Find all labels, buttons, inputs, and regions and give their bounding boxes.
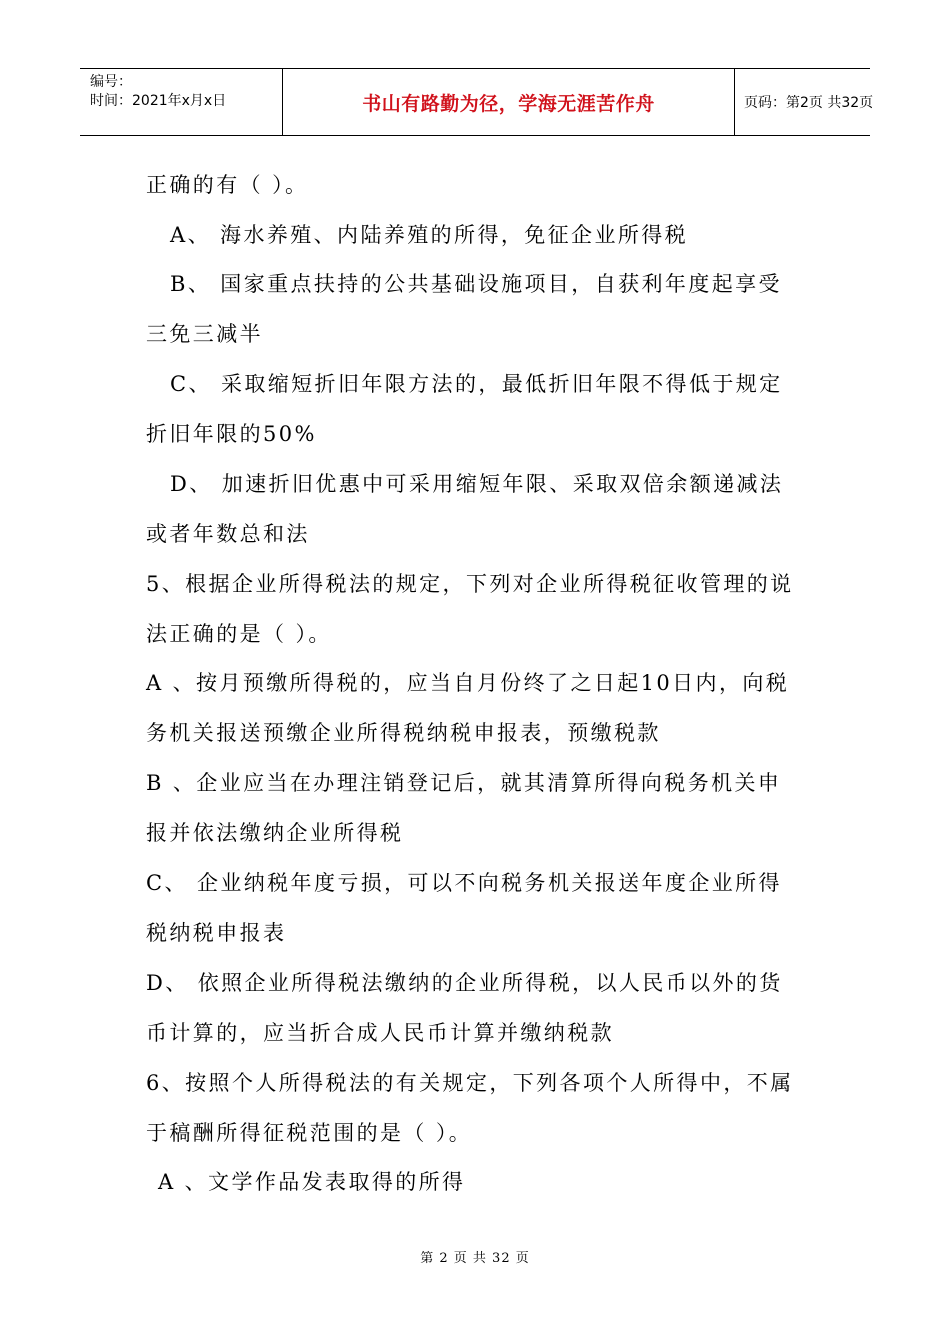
header-page-code: 页码：第2页 共32页 bbox=[744, 95, 874, 111]
page-footer: 第 2 页 共 32 页 bbox=[420, 1251, 530, 1266]
text-line: D、 依照企业所得税法缴纳的企业所得税，以人民币以外的货 bbox=[146, 971, 783, 995]
text-line: B 、企业应当在办理注销登记后，就其清算所得向税务机关申 bbox=[146, 771, 782, 795]
text-line: C、 企业纳税年度亏损，可以不向税务机关报送年度企业所得 bbox=[146, 871, 782, 895]
text-line: 或者年数总和法 bbox=[146, 522, 310, 546]
question-5: 5、根据企业所得税法的规定，下列对企业所得税征收管理的说 bbox=[146, 572, 794, 596]
header-info-cell bbox=[80, 69, 282, 135]
header-motto: 书山有路勤为径，学海无涯苦作舟 bbox=[362, 92, 655, 115]
text-line: 三免三减半 bbox=[146, 322, 263, 346]
document-time-label: 时间：2021年x月x日 bbox=[90, 93, 227, 109]
text-line: 于稿酬所得征税范围的是（ ）。 bbox=[146, 1121, 473, 1145]
text-line: 正确的有（ ）。 bbox=[146, 173, 309, 197]
text-line: A 、文学作品发表取得的所得 bbox=[158, 1170, 466, 1194]
text-line: 务机关报送预缴企业所得税纳税申报表，预缴税款 bbox=[146, 721, 661, 745]
text-line: 折旧年限的50% bbox=[146, 422, 317, 446]
text-line: 报并依法缴纳企业所得税 bbox=[146, 821, 404, 845]
text-line: 税纳税申报表 bbox=[146, 921, 287, 945]
header-page-cell bbox=[735, 69, 874, 135]
text-line: B、 国家重点扶持的公共基础设施项目，自获利年度起享受 bbox=[170, 272, 782, 296]
text-line: A、 海水养殖、内陆养殖的所得，免征企业所得税 bbox=[170, 223, 689, 247]
text-line: C、 采取缩短折旧年限方法的，最低折旧年限不得低于规定 bbox=[170, 372, 783, 396]
text-line: 法正确的是（ ）。 bbox=[146, 622, 332, 646]
question-6: 6、按照个人所得税法的有关规定，下列各项个人所得中，不属 bbox=[146, 1071, 794, 1095]
text-line: D、 加速折旧优惠中可采用缩短年限、采取双倍余额递减法 bbox=[170, 472, 784, 496]
header-motto-cell bbox=[282, 69, 735, 135]
text-line: 币计算的，应当折合成人民币计算并缴纳税款 bbox=[146, 1021, 614, 1045]
document-number-label: 编号： bbox=[90, 74, 132, 90]
text-line: A 、按月预缴所得税的，应当自月份终了之日起10日内，向税 bbox=[146, 671, 790, 695]
page-header bbox=[80, 68, 874, 136]
